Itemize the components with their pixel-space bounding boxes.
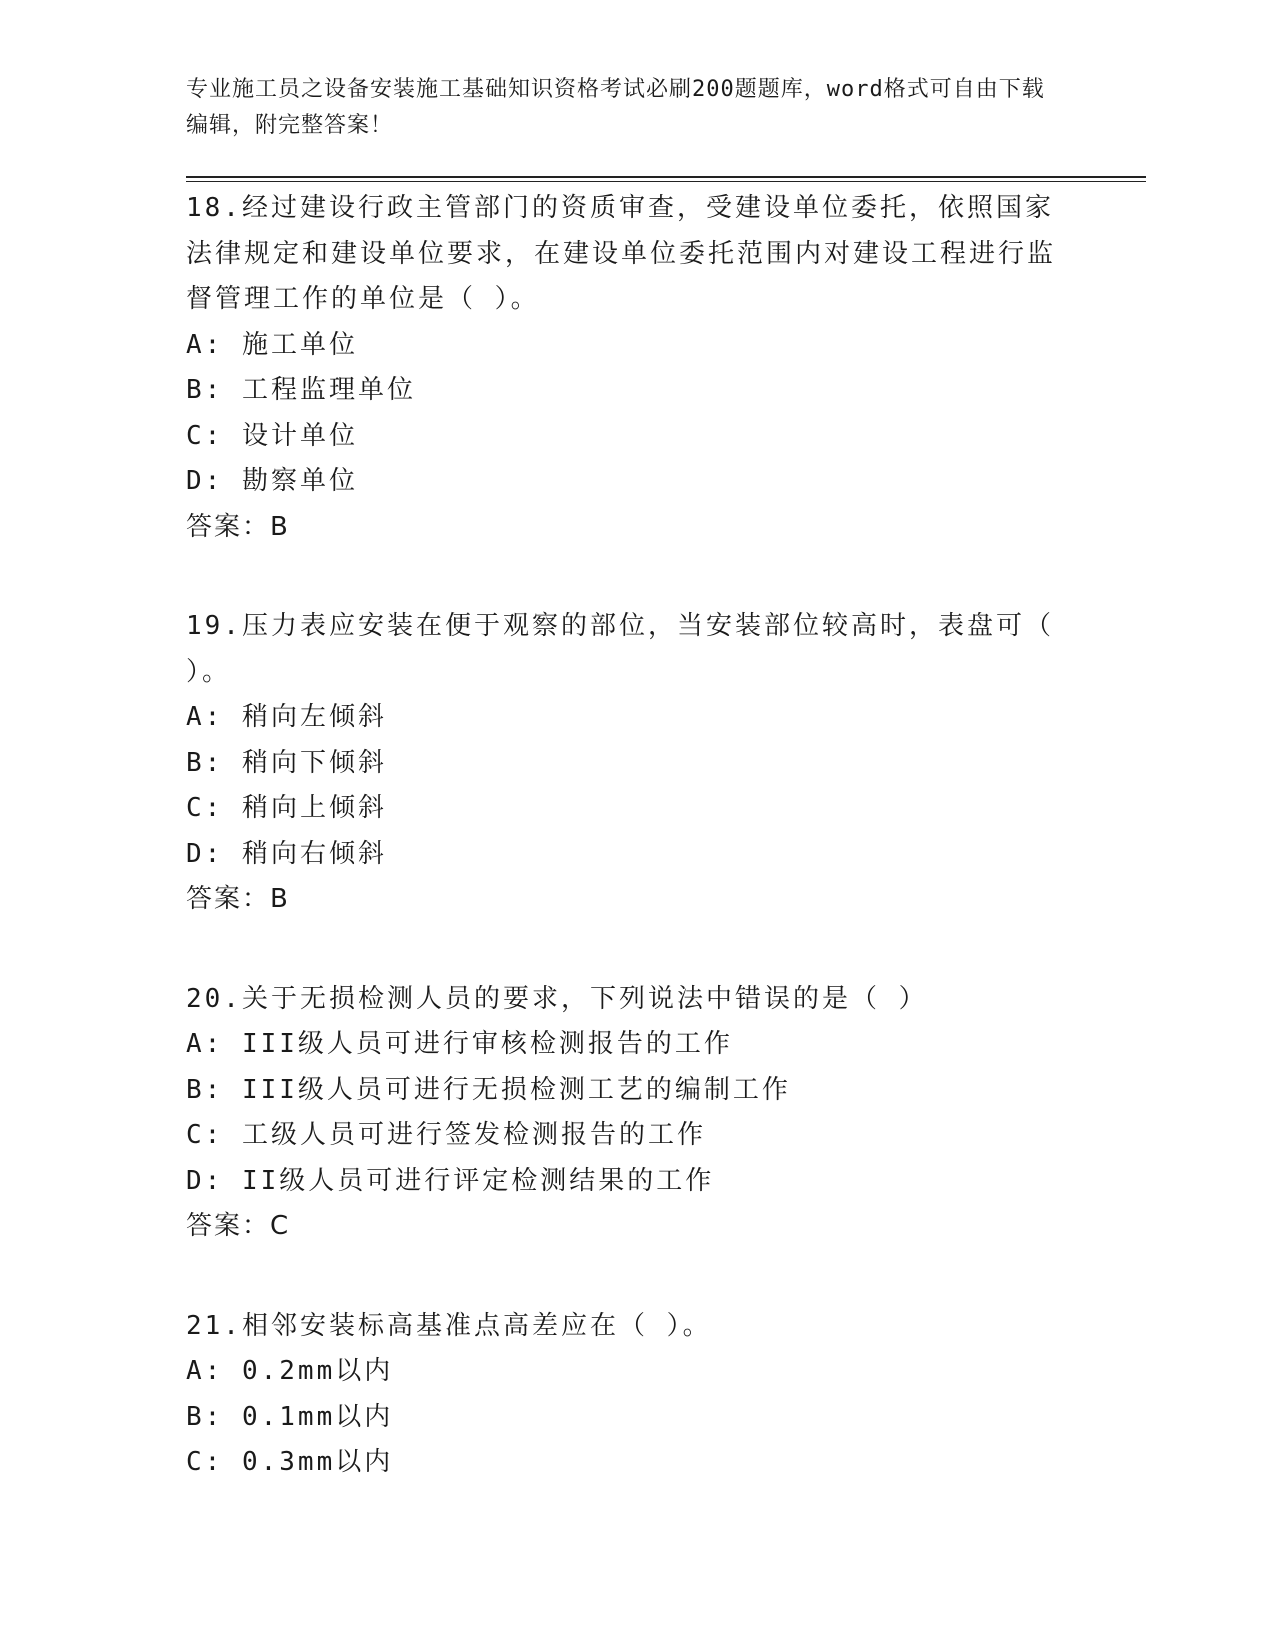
option-c: C: 工级人员可进行签发检测报告的工作	[186, 1120, 706, 1150]
option-b: B: 工程监理单位	[186, 375, 416, 405]
document-header: 专业施工员之设备安装施工基础知识资格考试必刷200题题库，word格式可自由下载编辑，附完整答案！	[186, 77, 1045, 138]
option-b: B: III级人员可进行无损检测工艺的编制工作	[186, 1074, 791, 1105]
option-b: B: 稍向下倾斜	[186, 747, 387, 778]
option-a: A: 0.2mm以内	[186, 1356, 394, 1386]
option-d: D: 勘察单位	[186, 466, 358, 496]
header-divider-thin	[186, 181, 1146, 182]
option-d: D: II级人员可进行评定检测结果的工作	[186, 1165, 715, 1196]
option-a: A: 稍向左倾斜	[186, 702, 387, 732]
question-list	[186, 186, 1066, 1540]
question-21	[186, 1304, 1066, 1486]
question-19	[186, 604, 1066, 923]
question-20	[186, 977, 1066, 1250]
header-divider-thick	[186, 176, 1146, 178]
answer: 答案：B	[186, 884, 290, 914]
option-c: C: 稍向上倾斜	[186, 793, 387, 823]
option-a: A: III级人员可进行审核检测报告的工作	[186, 1029, 733, 1059]
question-stem: 18.经过建设行政主管部门的资质审查，受建设单位委托，依照国家法律规定和建设单位要求，在建设单位委托范围内对建设工程进行监督管理工作的单位是（ ）。	[186, 193, 1057, 314]
option-d: D: 稍向右倾斜	[186, 838, 387, 869]
option-c: C: 设计单位	[186, 420, 358, 451]
option-b: B: 0.1mm以内	[186, 1401, 394, 1432]
answer: 答案：C	[186, 1211, 291, 1241]
answer: 答案：B	[186, 511, 290, 542]
question-18	[186, 186, 1066, 550]
question-stem: 19.压力表应安装在便于观察的部位，当安装部位较高时，表盘可（ ）。	[186, 611, 1054, 687]
option-c: C: 0.3mm以内	[186, 1447, 394, 1477]
question-stem: 21.相邻安装标高基准点高差应在（ ）。	[186, 1310, 712, 1341]
option-a: A: 施工单位	[186, 329, 358, 360]
question-stem: 20.关于无损检测人员的要求，下列说法中错误的是（ ）	[186, 983, 928, 1014]
